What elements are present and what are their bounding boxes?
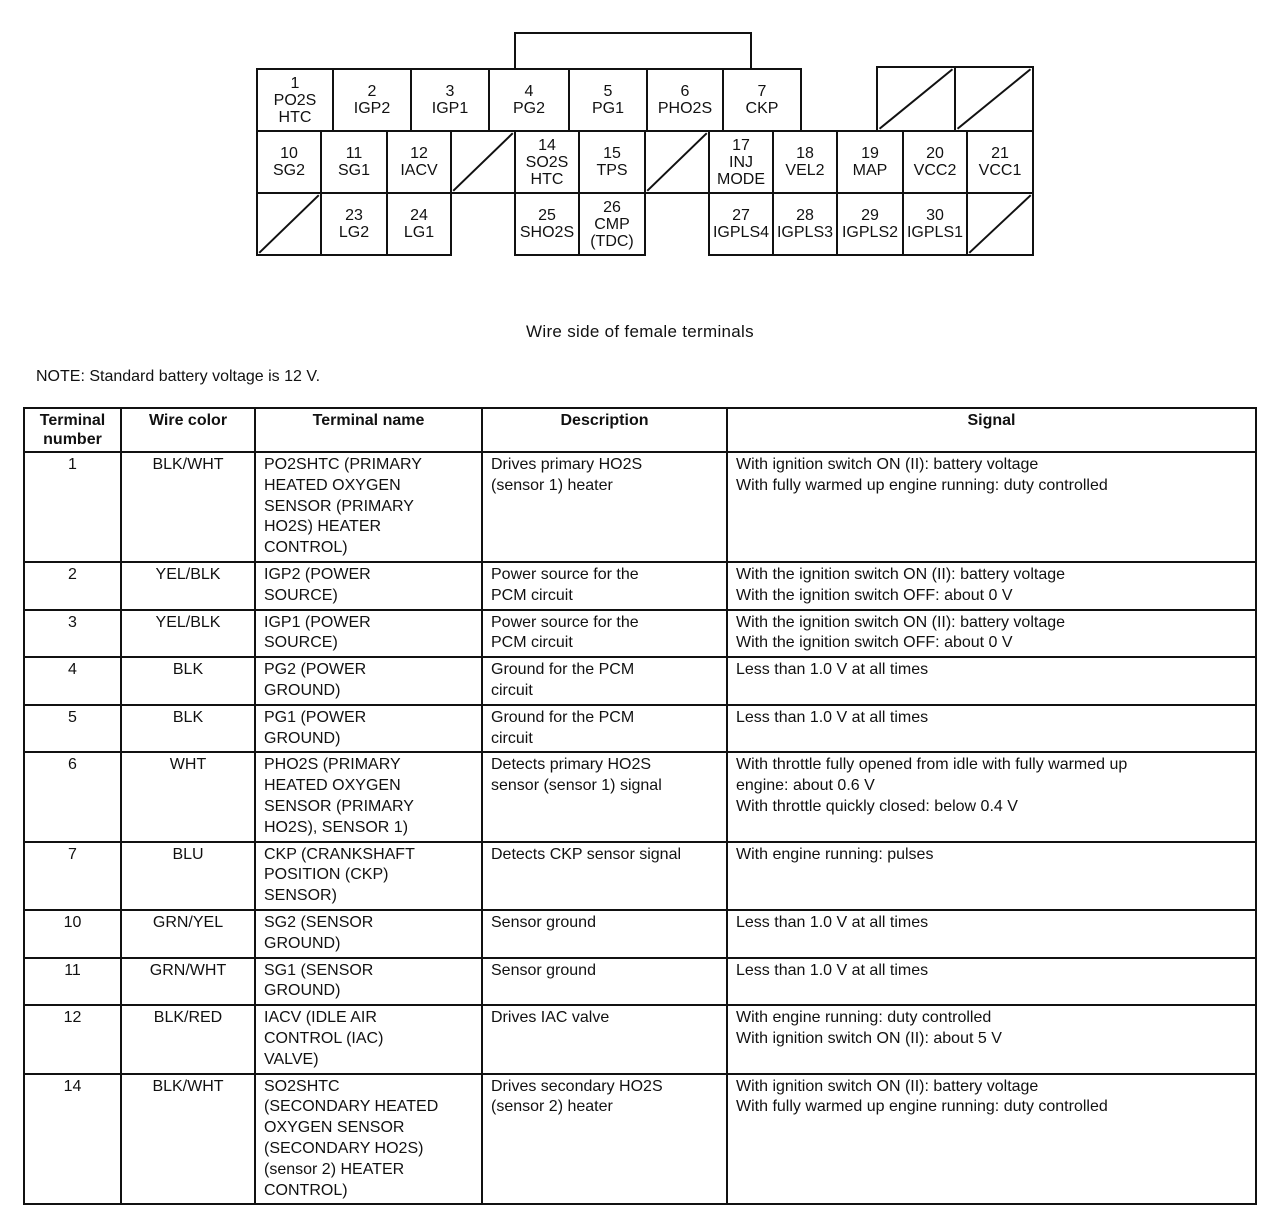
description-cell: Power source for the PCM circuit (482, 610, 727, 658)
terminal-cell-11 (320, 130, 388, 194)
wire-color-cell: BLK (121, 705, 255, 753)
terminal-cell-6 (646, 68, 724, 132)
signal-cell: With ignition switch ON (II): battery voltage With fully warmed up engine running: duty controlled (727, 1074, 1256, 1205)
terminal-number: 3 (445, 83, 455, 100)
terminal-label: IGPLS3 (776, 224, 834, 241)
terminal-label: SG1 (337, 162, 370, 179)
terminal-cell-2 (332, 68, 412, 132)
terminal-number: 28 (796, 207, 814, 224)
terminal-number-cell: 12 (24, 1005, 121, 1073)
header-signal: Signal (727, 408, 1256, 452)
wire-color-cell: BLU (121, 842, 255, 910)
terminal-cell-12 (386, 130, 452, 194)
terminal-label: PG1 (591, 100, 624, 117)
terminal-name-cell: IGP2 (POWER SOURCE) (255, 562, 482, 610)
terminal-number: 10 (280, 145, 298, 162)
description-cell: Drives IAC valve (482, 1005, 727, 1073)
signal-cell: Less than 1.0 V at all times (727, 705, 1256, 753)
terminal-label: LG2 (338, 224, 370, 241)
terminal-number: 19 (861, 145, 879, 162)
signal-cell: With ignition switch ON (II): battery voltage With fully warmed up engine running: duty controlled (727, 452, 1256, 562)
unused-slash-mark (968, 194, 1032, 254)
terminal-number: 15 (603, 145, 621, 162)
table-row (24, 958, 1256, 1006)
terminal-cell-17 (708, 130, 774, 194)
terminal-label: INJ MODE (717, 153, 765, 188)
wire-color-cell: BLK/WHT (121, 452, 255, 562)
terminal-cell-24 (386, 192, 452, 256)
signal-cell: With throttle fully opened from idle with fully warmed up engine: about 0.6 V With throttle quickly closed: below 0.4 V (727, 752, 1256, 841)
description-cell: Drives primary HO2S (sensor 1) heater (482, 452, 727, 562)
unused-slash-mark (878, 68, 954, 130)
table-row (24, 657, 1256, 705)
table-row (24, 705, 1256, 753)
unused-terminal-cell (256, 192, 322, 256)
terminal-name-cell: SG1 (SENSOR GROUND) (255, 958, 482, 1006)
description-cell: Sensor ground (482, 958, 727, 1006)
terminal-label: PO2S HTC (273, 91, 317, 126)
terminal-label: SHO2S (519, 224, 575, 241)
signal-cell: Less than 1.0 V at all times (727, 657, 1256, 705)
terminal-name-cell: PHO2S (PRIMARY HEATED OXYGEN SENSOR (PRIMARY HO2S), SENSOR 1) (255, 752, 482, 841)
signal-cell: Less than 1.0 V at all times (727, 958, 1256, 1006)
terminal-cell-5 (568, 68, 648, 132)
terminal-label: SG2 (272, 162, 305, 179)
table-body (24, 452, 1256, 1204)
description-cell: Power source for the PCM circuit (482, 562, 727, 610)
terminal-number: 23 (345, 207, 363, 224)
terminal-number: 12 (410, 145, 428, 162)
terminal-cell-27 (708, 192, 774, 256)
terminal-cell-20 (902, 130, 968, 194)
table-row (24, 1074, 1256, 1205)
description-cell: Sensor ground (482, 910, 727, 958)
terminal-number-cell: 4 (24, 657, 121, 705)
header-terminal-name: Terminal name (255, 408, 482, 452)
terminal-label: IGPLS4 (712, 224, 770, 241)
terminal-number-cell: 1 (24, 452, 121, 562)
signal-cell: With the ignition switch ON (II): battery voltage With the ignition switch OFF: about 0 V (727, 610, 1256, 658)
signal-cell: Less than 1.0 V at all times (727, 910, 1256, 958)
terminal-label: IGP1 (431, 100, 469, 117)
terminal-number-cell: 14 (24, 1074, 121, 1205)
connector-diagram (0, 0, 1280, 300)
terminal-label: IGPLS2 (841, 224, 899, 241)
wire-color-cell: BLK (121, 657, 255, 705)
description-cell: Detects primary HO2S sensor (sensor 1) signal (482, 752, 727, 841)
wire-color-cell: BLK/RED (121, 1005, 255, 1073)
unused-slash-mark (258, 194, 320, 254)
terminal-label: VCC1 (978, 162, 1022, 179)
terminal-cell-10 (256, 130, 322, 194)
terminal-label: VCC2 (913, 162, 957, 179)
unused-terminal-cell (954, 66, 1034, 132)
terminal-name-cell: CKP (CRANKSHAFT POSITION (CKP) SENSOR) (255, 842, 482, 910)
header-wire-color: Wire color (121, 408, 255, 452)
terminal-cell-30 (902, 192, 968, 256)
terminal-label: IACV (400, 162, 438, 179)
table-row (24, 910, 1256, 958)
signal-cell: With engine running: pulses (727, 842, 1256, 910)
terminal-label: PHO2S (657, 100, 713, 117)
terminal-number: 18 (796, 145, 814, 162)
terminal-name-cell: IGP1 (POWER SOURCE) (255, 610, 482, 658)
terminal-number: 17 (732, 136, 750, 154)
table-row (24, 452, 1256, 562)
terminal-label: SO2S HTC (525, 153, 569, 188)
terminal-number-cell: 10 (24, 910, 121, 958)
terminal-label: IGP2 (353, 100, 391, 117)
terminal-cell-23 (320, 192, 388, 256)
terminal-number-cell: 7 (24, 842, 121, 910)
terminal-name-cell: SG2 (SENSOR GROUND) (255, 910, 482, 958)
terminal-name-cell: SO2SHTC (SECONDARY HEATED OXYGEN SENSOR (SECONDARY HO2S) (sensor 2) HEATER CONTROL) (255, 1074, 482, 1205)
table-row (24, 562, 1256, 610)
terminal-label: IGPLS1 (906, 224, 964, 241)
terminal-cell-1 (256, 68, 334, 132)
terminal-number: 14 (538, 136, 556, 154)
battery-voltage-note: NOTE: Standard battery voltage is 12 V. (36, 368, 321, 385)
terminal-cell-7 (722, 68, 802, 132)
terminal-cell-14 (514, 130, 580, 194)
wire-color-cell: GRN/WHT (121, 958, 255, 1006)
table-row (24, 842, 1256, 910)
wire-color-cell: YEL/BLK (121, 562, 255, 610)
terminal-number: 2 (367, 83, 377, 100)
terminal-number-cell: 3 (24, 610, 121, 658)
terminal-label: CKP (745, 100, 779, 117)
terminal-number: 5 (603, 83, 613, 100)
terminal-number-cell: 2 (24, 562, 121, 610)
wire-color-cell: WHT (121, 752, 255, 841)
terminal-label: CMP (TDC) (590, 215, 634, 250)
table-row (24, 1005, 1256, 1073)
terminal-name-cell: PG2 (POWER GROUND) (255, 657, 482, 705)
terminal-number: 27 (732, 207, 750, 224)
terminal-cell-19 (836, 130, 904, 194)
header-terminal-number: Terminal number (24, 408, 121, 452)
terminal-cell-15 (578, 130, 646, 194)
terminal-label: LG1 (403, 224, 435, 241)
unused-terminal-cell (966, 192, 1034, 256)
table-header-row (24, 408, 1256, 452)
table-row (24, 610, 1256, 658)
diagram-caption: Wire side of female terminals (526, 322, 754, 341)
description-cell: Detects CKP sensor signal (482, 842, 727, 910)
terminal-number: 4 (524, 83, 534, 100)
terminal-cell-4 (488, 68, 570, 132)
terminal-cell-18 (772, 130, 838, 194)
description-cell: Ground for the PCM circuit (482, 705, 727, 753)
terminal-number: 24 (410, 207, 428, 224)
description-cell: Ground for the PCM circuit (482, 657, 727, 705)
unused-slash-mark (646, 132, 708, 192)
unused-slash-mark (452, 132, 514, 192)
terminal-label: PG2 (512, 100, 545, 117)
terminal-number: 7 (757, 83, 767, 100)
table-row (24, 752, 1256, 841)
unused-terminal-cell (450, 130, 516, 194)
terminal-cell-26 (578, 192, 646, 256)
terminal-number: 21 (991, 145, 1009, 162)
unused-slash-mark (956, 68, 1032, 130)
unused-terminal-cell (644, 130, 710, 194)
terminal-label: TPS (596, 162, 628, 179)
terminal-number: 20 (926, 145, 944, 162)
wire-color-cell: GRN/YEL (121, 910, 255, 958)
terminal-cell-3 (410, 68, 490, 132)
terminal-cell-29 (836, 192, 904, 256)
unused-terminal-cell (876, 66, 956, 132)
terminal-number: 25 (538, 207, 556, 224)
terminal-number-cell: 6 (24, 752, 121, 841)
wire-color-cell: BLK/WHT (121, 1074, 255, 1205)
terminal-number: 6 (680, 83, 690, 100)
terminal-cell-28 (772, 192, 838, 256)
terminal-number: 29 (861, 207, 879, 224)
connector-latch-tab (514, 32, 752, 70)
terminal-number: 1 (290, 74, 300, 92)
terminal-table (23, 407, 1257, 1205)
terminal-name-cell: PG1 (POWER GROUND) (255, 705, 482, 753)
terminal-label: MAP (852, 162, 888, 179)
description-cell: Drives secondary HO2S (sensor 2) heater (482, 1074, 727, 1205)
terminal-name-cell: IACV (IDLE AIR CONTROL (IAC) VALVE) (255, 1005, 482, 1073)
terminal-number: 26 (603, 198, 621, 216)
terminal-number-cell: 5 (24, 705, 121, 753)
signal-cell: With the ignition switch ON (II): battery voltage With the ignition switch OFF: about 0 V (727, 562, 1256, 610)
terminal-name-cell: PO2SHTC (PRIMARY HEATED OXYGEN SENSOR (PRIMARY HO2S) HEATER CONTROL) (255, 452, 482, 562)
terminal-cell-21 (966, 130, 1034, 194)
signal-cell: With engine running: duty controlled With ignition switch ON (II): about 5 V (727, 1005, 1256, 1073)
terminal-number: 11 (345, 145, 363, 162)
wire-color-cell: YEL/BLK (121, 610, 255, 658)
header-description: Description (482, 408, 727, 452)
terminal-number: 30 (926, 207, 944, 224)
terminal-number-cell: 11 (24, 958, 121, 1006)
terminal-label: VEL2 (785, 162, 825, 179)
terminal-cell-25 (514, 192, 580, 256)
